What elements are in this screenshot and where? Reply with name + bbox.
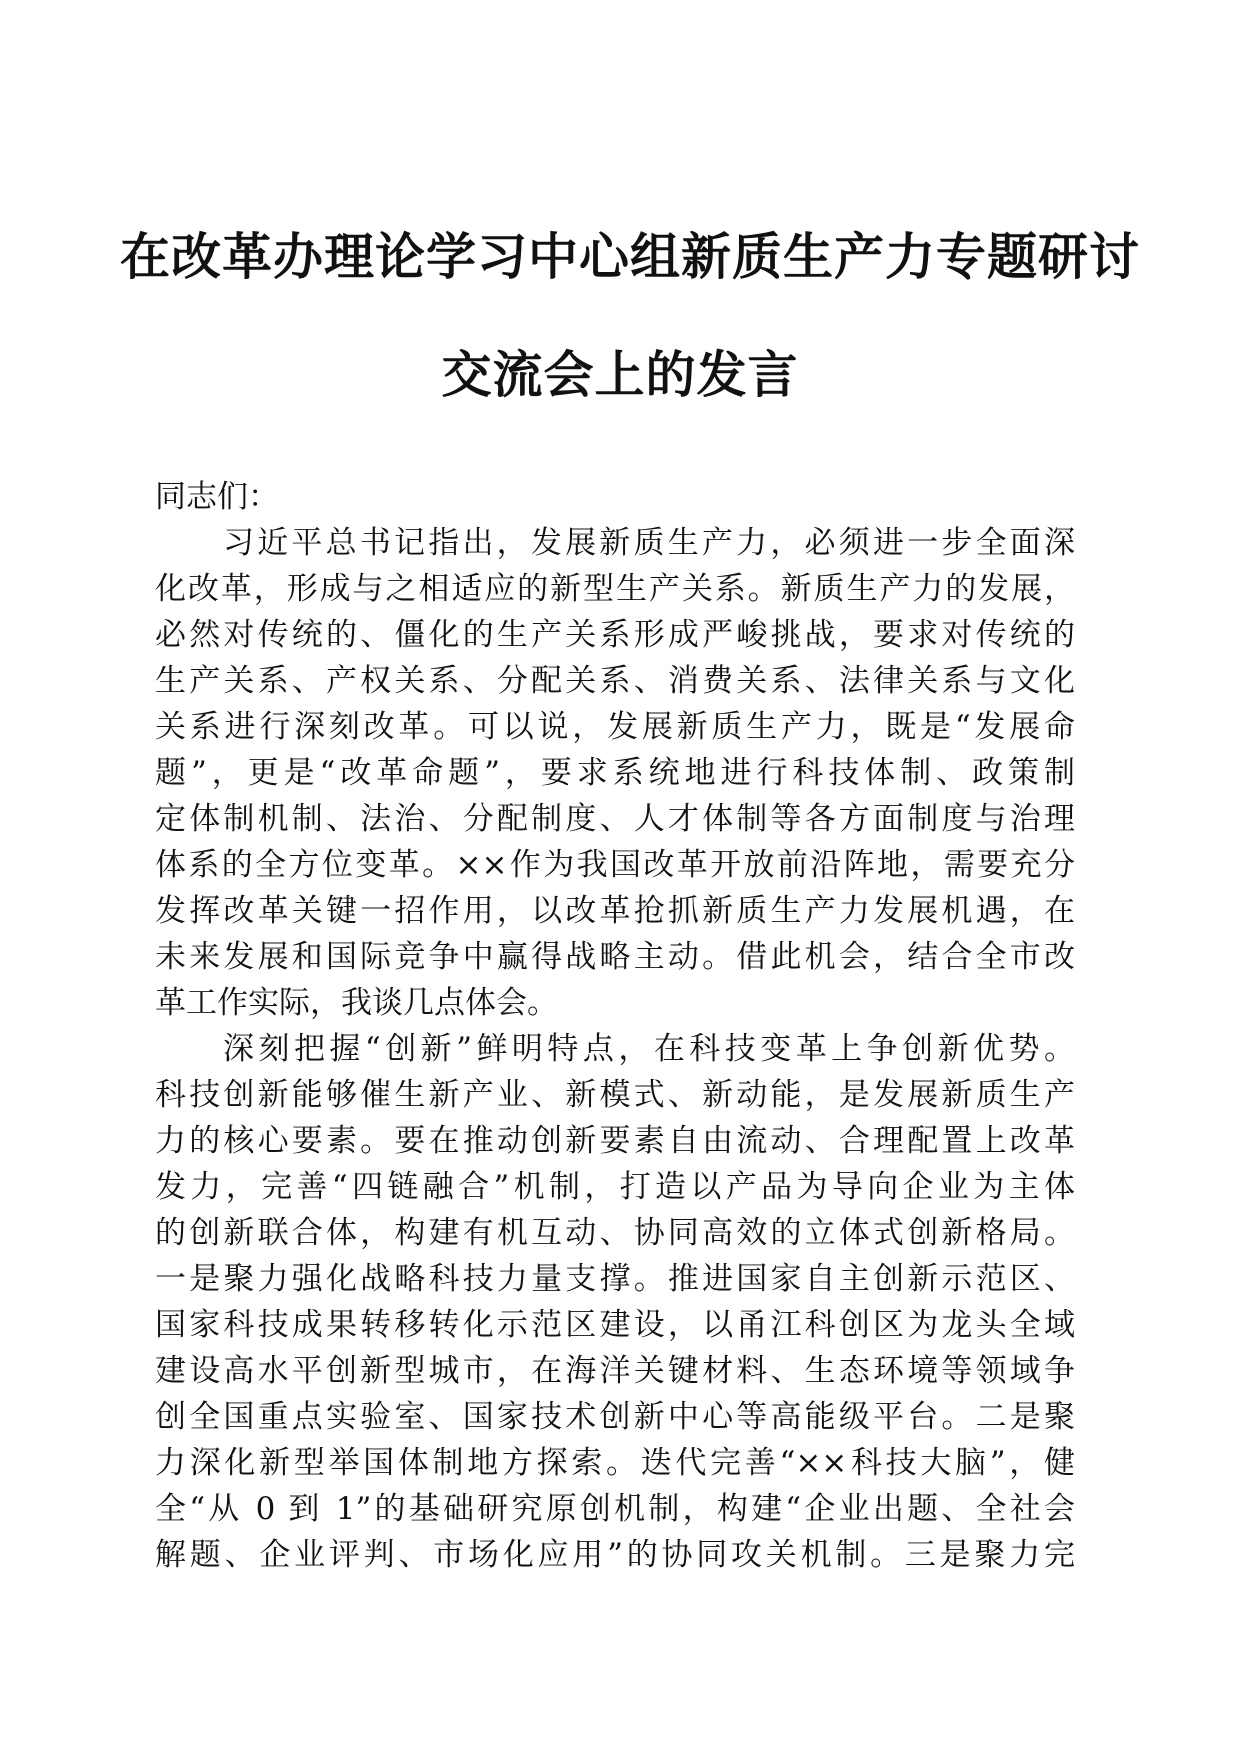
paragraph-line: 力深化新型举国体制地方探索。迭代完善“××科技大脑”，健 [155, 1445, 1075, 1481]
paragraph-line: 全“从 0 到 1”的基础研究原创机制，构建“企业出题、全社会 [155, 1491, 1075, 1527]
paragraph-line: 必然对传统的、僵化的生产关系形成严峻挑战，要求对传统的 [155, 617, 1075, 653]
document-title-line-1: 在改革办理论学习中心组新质生产力专题研讨 [120, 227, 1140, 286]
paragraph-line: 力的核心要素。要在推动创新要素自由流动、合理配置上改革 [155, 1123, 1075, 1159]
paragraph-1 [155, 520, 1075, 1026]
paragraph-line: 化改革，形成与之相适应的新型生产关系。新质生产力的发展， [155, 571, 1075, 607]
paragraph-line: 定体制机制、法治、分配制度、人才体制等各方面制度与治理 [155, 801, 1075, 837]
paragraph-line: 深刻把握“创新”鲜明特点，在科技变革上争创新优势。 [223, 1031, 1075, 1067]
paragraph-line: 解题、企业评判、市场化应用”的协同攻关机制。三是聚力完 [155, 1537, 1075, 1573]
salutation: 同志们： [155, 479, 279, 515]
paragraph-line: 发挥改革关键一招作用，以改革抢抓新质生产力发展机遇，在 [155, 893, 1075, 929]
paragraph-line: 革工作实际，我谈几点体会。 [155, 985, 558, 1021]
paragraph-line: 发力，完善“四链融合”机制，打造以产品为导向企业为主体 [155, 1169, 1075, 1205]
document-body [155, 474, 1075, 1578]
paragraph-line: 未来发展和国际竞争中赢得战略主动。借此机会，结合全市改 [155, 939, 1075, 975]
paragraph-line: 科技创新能够催生新产业、新模式、新动能，是发展新质生产 [155, 1077, 1075, 1113]
paragraph-line: 建设高水平创新型城市，在海洋关键材料、生态环境等领域争 [155, 1353, 1075, 1389]
paragraph-2 [155, 1026, 1075, 1578]
paragraph-line: 题”，更是“改革命题”，要求系统地进行科技体制、政策制 [155, 755, 1075, 791]
paragraph-line: 体系的全方位变革。××作为我国改革开放前沿阵地，需要充分 [155, 847, 1075, 883]
paragraph-line: 一是聚力强化战略科技力量支撑。推进国家自主创新示范区、 [155, 1261, 1075, 1297]
document-title-line-2: 交流会上的发言 [441, 345, 799, 404]
paragraph-line: 国家科技成果转移转化示范区建设，以甬江科创区为龙头全域 [155, 1307, 1075, 1343]
paragraph-line: 生产关系、产权关系、分配关系、消费关系、法律关系与文化 [155, 663, 1075, 699]
paragraph-line: 的创新联合体，构建有机互动、协同高效的立体式创新格局。 [155, 1215, 1075, 1251]
paragraph-line: 创全国重点实验室、国家技术创新中心等高能级平台。二是聚 [155, 1399, 1075, 1435]
paragraph-line: 关系进行深刻改革。可以说，发展新质生产力，既是“发展命 [155, 709, 1075, 745]
paragraph-line: 习近平总书记指出，发展新质生产力，必须进一步全面深 [223, 525, 1075, 561]
